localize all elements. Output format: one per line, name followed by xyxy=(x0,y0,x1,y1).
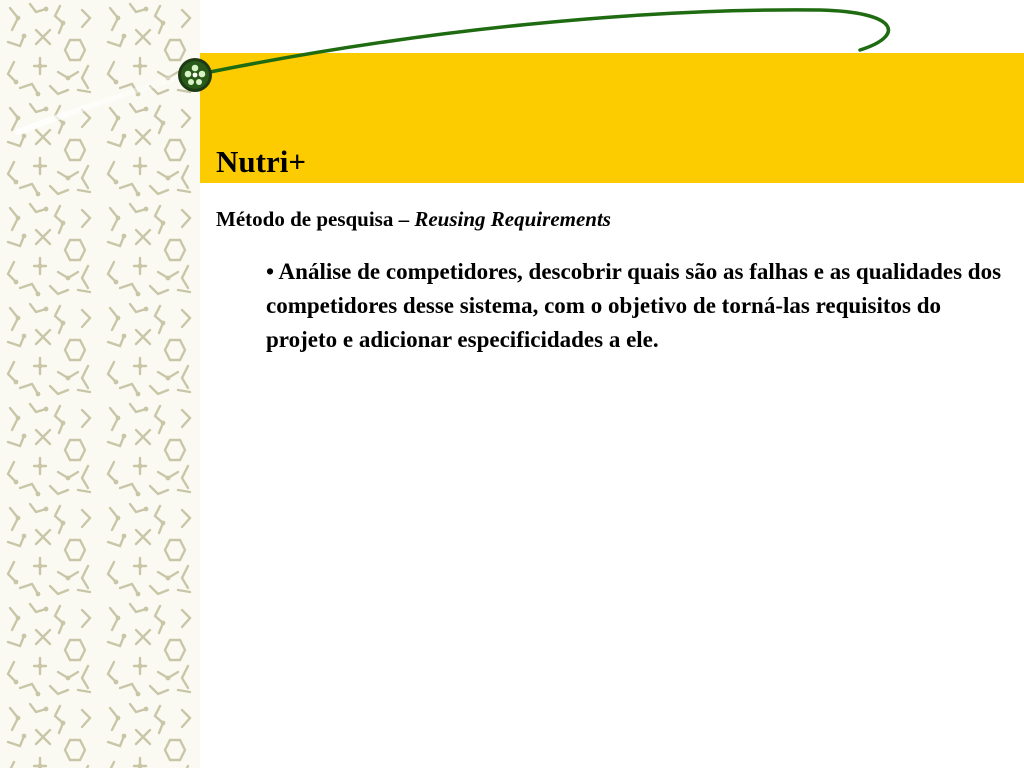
molecule-orb-icon xyxy=(177,57,213,93)
subtitle-prefix: Método de pesquisa – xyxy=(216,207,415,231)
molecule-pattern-icon xyxy=(0,0,200,768)
slide-subtitle xyxy=(216,204,611,234)
bullet-text: Análise de competidores, descobrir quais são as falhas e as qualidades dos competidores desse sistema, com o objetivo de torná-las requisitos do projeto e adicionar especificidades a ele. xyxy=(266,259,1002,352)
bullet-marker: • xyxy=(266,259,275,284)
header-band xyxy=(200,53,1024,183)
slide-title: Nutri+ xyxy=(216,144,306,179)
subtitle-emphasis: Reusing Requirements xyxy=(414,207,611,231)
bullet-item xyxy=(266,255,1006,357)
